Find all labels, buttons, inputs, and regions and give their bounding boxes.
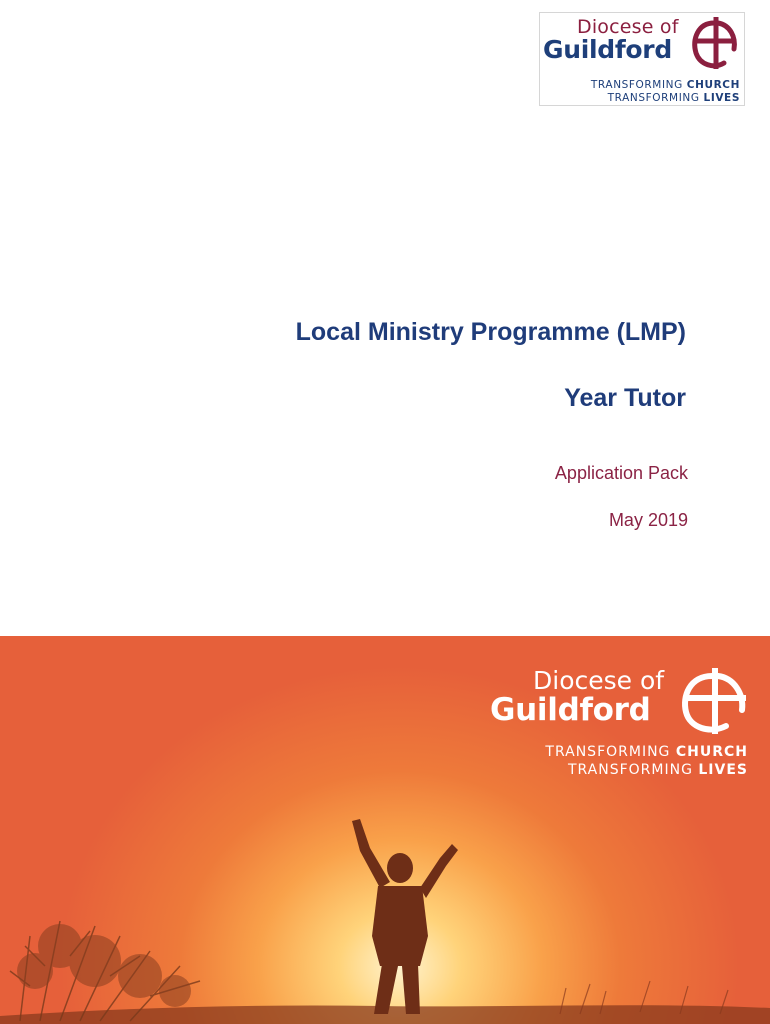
document-pack-label: Application Pack [554,463,688,483]
logo-line2: Guildford [543,35,672,64]
hero-logo-line2: Guildford [490,692,651,728]
document-title: Local Ministry Programme (LMP) [295,318,686,346]
hero-tagline-1: TRANSFORMING CHURCH [545,744,748,760]
logo-tagline-1: TRANSFORMING CHURCH [590,79,740,91]
logo-tagline-2: TRANSFORMING LIVES [607,92,740,104]
hero-cross-icon [676,666,750,736]
hero-image [0,636,770,1024]
diocese-logo [539,12,745,106]
cross-icon [688,15,740,71]
hero-tagline-2: TRANSFORMING LIVES [567,762,748,778]
hero-logo-line1: Diocese of [533,666,665,695]
logo-line1: Diocese of [577,16,679,38]
document-date: May 2019 [608,510,688,530]
document-subtitle: Year Tutor [564,384,686,412]
